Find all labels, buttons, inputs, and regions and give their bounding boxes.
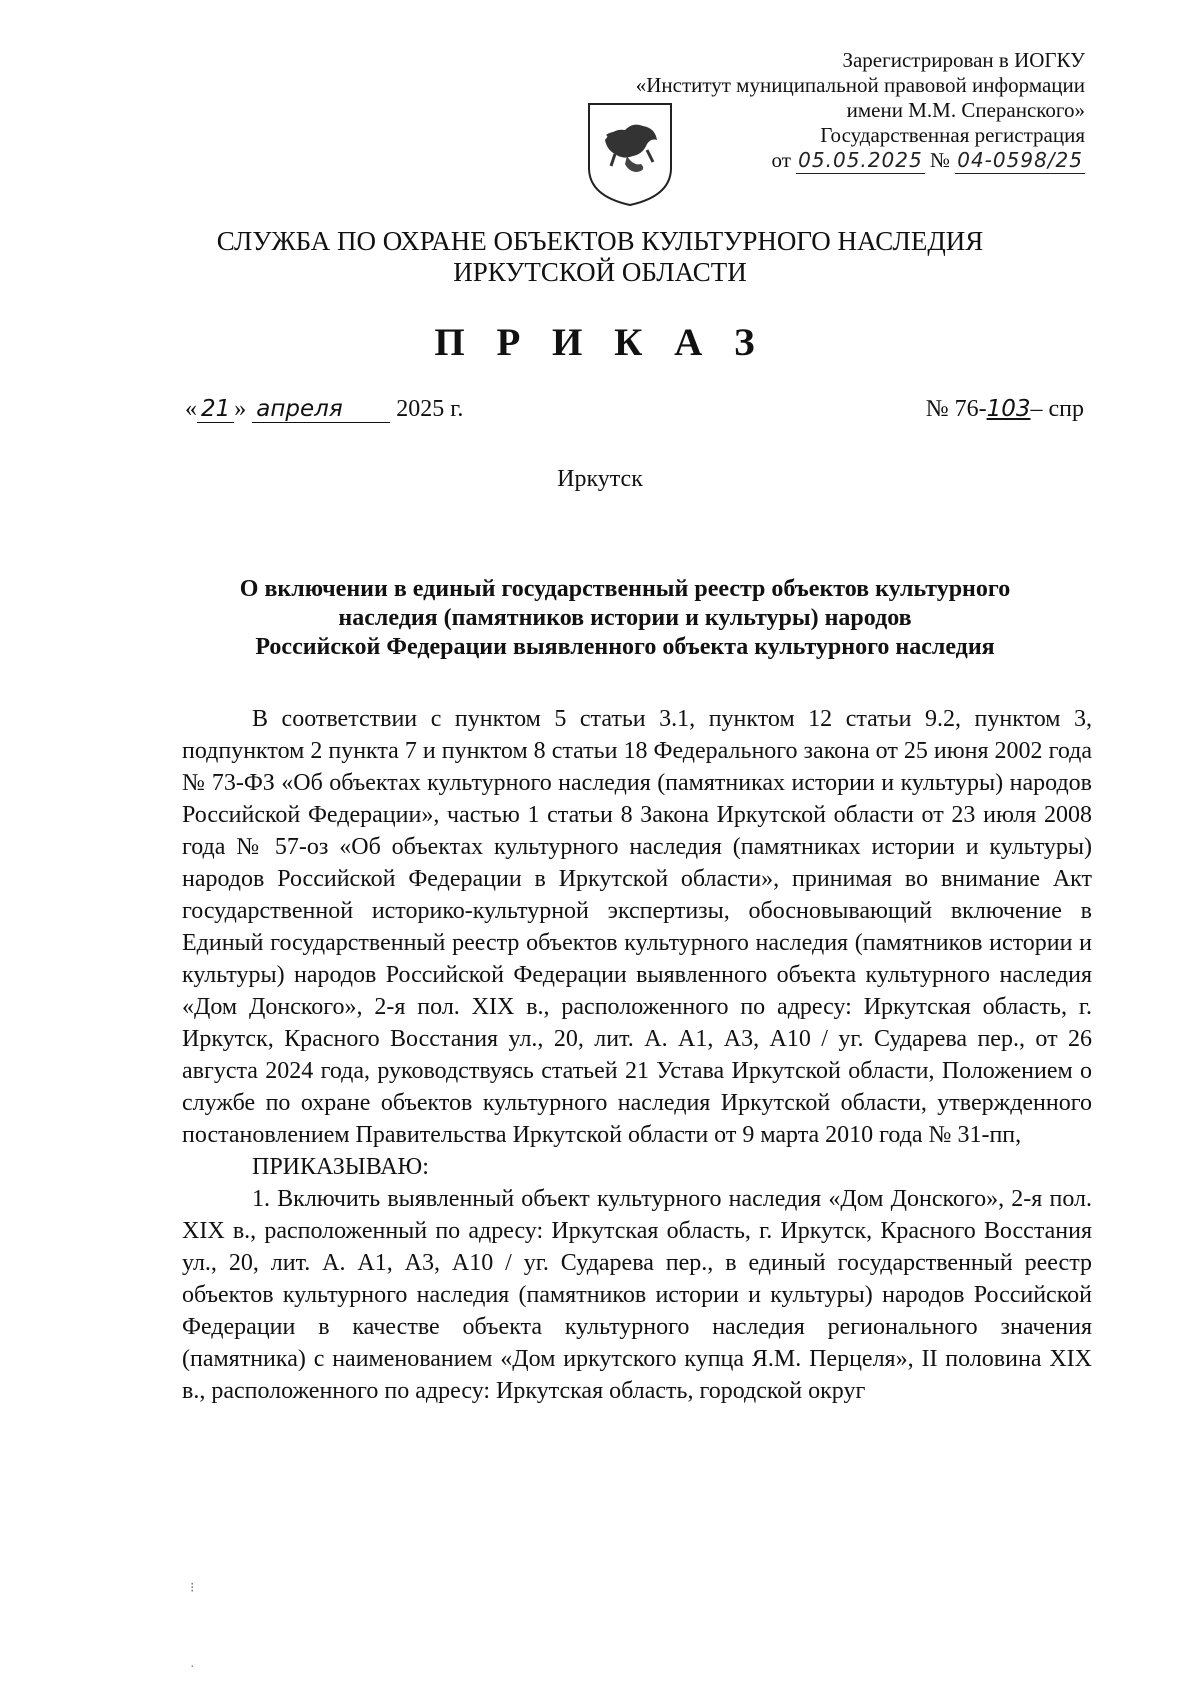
order-word: ПРИКАЗЫВАЮ: [252,1154,429,1180]
order-item-1: 1. Включить выявленный объект культурного наследия «Дом Донского», 2-я пол. XIX в., расположенный по адресу: Иркутская область, г. Иркутск, Красного Восстания ул., 20, лит. А. А1, А3, А10 / уг. Сударева пер., в единый государственный реестр объектов культурного наследия (памятников истории и культуры) народов Российской Федерации в качестве объекта культурного наследия регионального значения (памятника) с наименованием «Дом иркутского купца Я.М. Перцеля», II половина XIX в., расположенного по адресу: Иркутская область, городской округ [182,1186,1092,1404]
order-subject [150,575,1100,662]
registration-number-label: № [929,148,950,172]
agency-line-2: ИРКУТСКОЙ ОБЛАСТИ [453,257,747,287]
registration-number: 04-0598/25 [957,148,1083,172]
registration-line-3: имени М.М. Сперанского» [846,98,1085,122]
subject-line-2: наследия (памятников истории и культуры) народов [338,605,912,631]
registration-from-label: от [771,148,791,172]
preamble-paragraph: В соответствии с пунктом 5 статьи 3.1, пунктом 12 статьи 9.2, пунктом 3, подпунктом 2 пункта 7 и пунктом 8 статьи 18 Федерального закона от 25 июня 2002 года № 73-ФЗ «Об объектах культурного наследия (памятниках истории и культуры) народов Российской Федерации», частью 1 статьи 8 Закона Иркутской области от 23 июля 2008 года № 57-оз «Об объектах культурного наследия (памятниках истории и культуры) народов Российской Федерации в Иркутской области», принимая во внимание Акт государственной историко-культурной экспертизы, обосновывающий включение в Единый государственный реестр объектов культурного наследия (памятников истории и культуры) народов Российской Федерации выявленного объекта культурного наследия «Дом Донского», 2-я пол. XIX в., расположенного по адресу: Иркутская область, г. Иркутск, Красного Восстания ул., 20, лит. А. А1, А3, А10 / уг. Сударева пер., от 26 августа 2024 года, руководствуясь статьей 21 Устава Иркутской области, Положением о службе по охране объектов культурного наследия Иркутской области, утвержденного постановлением Правительства Иркутской области от 9 марта 2010 года № 31-пп, [182,706,1092,1148]
registration-line-2: «Институт муниципальной правовой информации [635,73,1085,97]
order-date [185,396,463,423]
order-body [182,703,1092,1407]
agency-line-1: СЛУЖБА ПО ОХРАНЕ ОБЪЕКТОВ КУЛЬТУРНОГО НАСЛЕДИЯ [216,226,984,256]
registration-line-4: Государственная регистрация [820,123,1085,147]
registration-stamp [636,48,1085,174]
coat-of-arms-icon [585,100,675,208]
registration-date: 05.05.2025 [798,148,923,172]
subject-line-3: Российской Федерации выявленного объекта культурного наследия [255,634,995,660]
date-day: 21 [197,396,234,423]
scan-artifact: · [190,1660,195,1675]
subject-line-1: О включении в единый государственный реестр объектов культурного [239,576,1011,602]
order-number-prefix: № 76- [925,396,987,422]
date-year: 2025 г. [396,396,464,422]
order-number-dash: – [1030,396,1043,422]
date-open-quote: « [185,396,197,422]
date-month: апреля [252,396,390,423]
date-close-quote: » [234,396,247,422]
order-number [926,396,1084,423]
scan-artifact: ⁝ [190,1581,195,1596]
city: Иркутск [557,466,643,492]
order-number-suffix: спр [1048,396,1084,422]
order-number-value: 103 [986,396,1031,422]
document-type: П Р И К А З [434,321,766,364]
agency-name [0,226,1200,288]
registration-line-5 [636,148,1085,174]
registration-line-1: Зарегистрирован в ИОГКУ [842,48,1085,72]
